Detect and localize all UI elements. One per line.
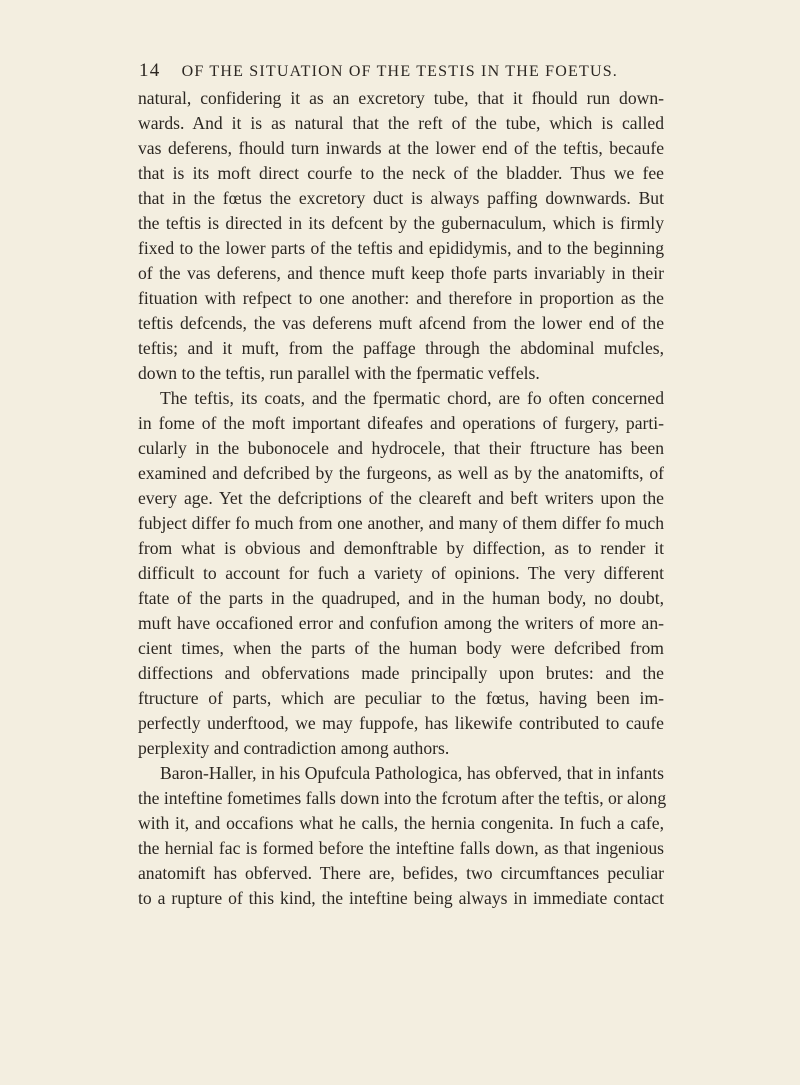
running-title: OF THE SITUATION OF THE TESTIS IN THE FOETUS. [181,63,618,80]
text-line: fubject differ fo much from one another, and many of them differ fo much [138,513,664,533]
text-line: vas deferens, fhould turn inwards at the lower end of the teftis, becaufe [138,138,664,158]
text-line: that is its moft direct courfe to the neck of the bladder. Thus we fee [138,163,664,183]
text-line: fixed to the lower parts of the teftis and epididymis, and to the beginning [138,238,664,258]
text-line: ftate of the parts in the quadruped, and in the human body, no doubt, [138,588,664,608]
text-line: fituation with refpect to one another: and therefore in proportion as the [138,288,664,308]
text-line: cularly in the bubonocele and hydrocele, that their ftructure has been [138,438,664,458]
text-line: ftructure of parts, which are peculiar to the fœtus, having been im- [138,688,664,708]
text-line: to a rupture of this kind, the inteftine being always in immediate contact [138,888,664,908]
text-line: from what is obvious and demonftrable by diffection, as to render it [138,538,664,558]
text-line: in fome of the moft important difeafes and operations of furgery, parti- [138,413,664,433]
text-line: wards. And it is as natural that the reft of the tube, which is called [138,113,664,133]
text-line: that in the fœtus the excretory duct is always paffing downwards. But [138,188,664,208]
text-line: muft have occafioned error and confufion among the writers of more an- [138,613,664,633]
text-line: diffections and obfervations made principally upon brutes: and the [138,663,664,683]
text-line: perplexity and contradiction among authors. [138,738,450,758]
text-line: every age. Yet the defcriptions of the cleareft and beft writers upon the [138,488,664,508]
paragraph-start-line: Baron-Haller, in his Opufcula Pathologica, has obferved, that in infants [160,763,664,783]
text-line: the inteftine fometimes falls down into the fcrotum after the teftis, or along [138,788,667,808]
text-line: difficult to account for fuch a variety of opinions. The very different [138,563,664,583]
text-line: anatomift has obferved. There are, befides, two circumftances peculiar [138,863,664,883]
text-line: of the vas deferens, and thence muft keep thofe parts invariably in their [138,263,664,283]
text-line: the teftis is directed in its defcent by the gubernaculum, which is firmly [138,213,664,233]
running-head [139,60,659,82]
text-line: cient times, when the parts of the human body were defcribed from [138,638,664,658]
text-line: with it, and occafions what he calls, the hernia congenita. In fuch a cafe, [138,813,664,833]
text-line: teftis defcends, the vas deferens muft afcend from the lower end of the [138,313,664,333]
text-line: natural, confidering it as an excretory tube, that it fhould run down- [138,88,664,108]
text-line: teftis; and it muft, from the paffage through the abdominal mufcles, [138,338,664,358]
page-number: 14 [139,60,161,81]
paragraph-start-line: The teftis, its coats, and the fpermatic chord, are fo often concerned [160,388,664,408]
text-line: down to the teftis, run parallel with the fpermatic veffels. [138,363,540,383]
text-line: the hernial fac is formed before the inteftine falls down, as that ingenious [138,838,664,858]
text-line: examined and defcribed by the furgeons, as well as by the anatomifts, of [138,463,664,483]
text-line: perfectly underftood, we may fuppofe, has likewife contributed to caufe [138,713,664,733]
